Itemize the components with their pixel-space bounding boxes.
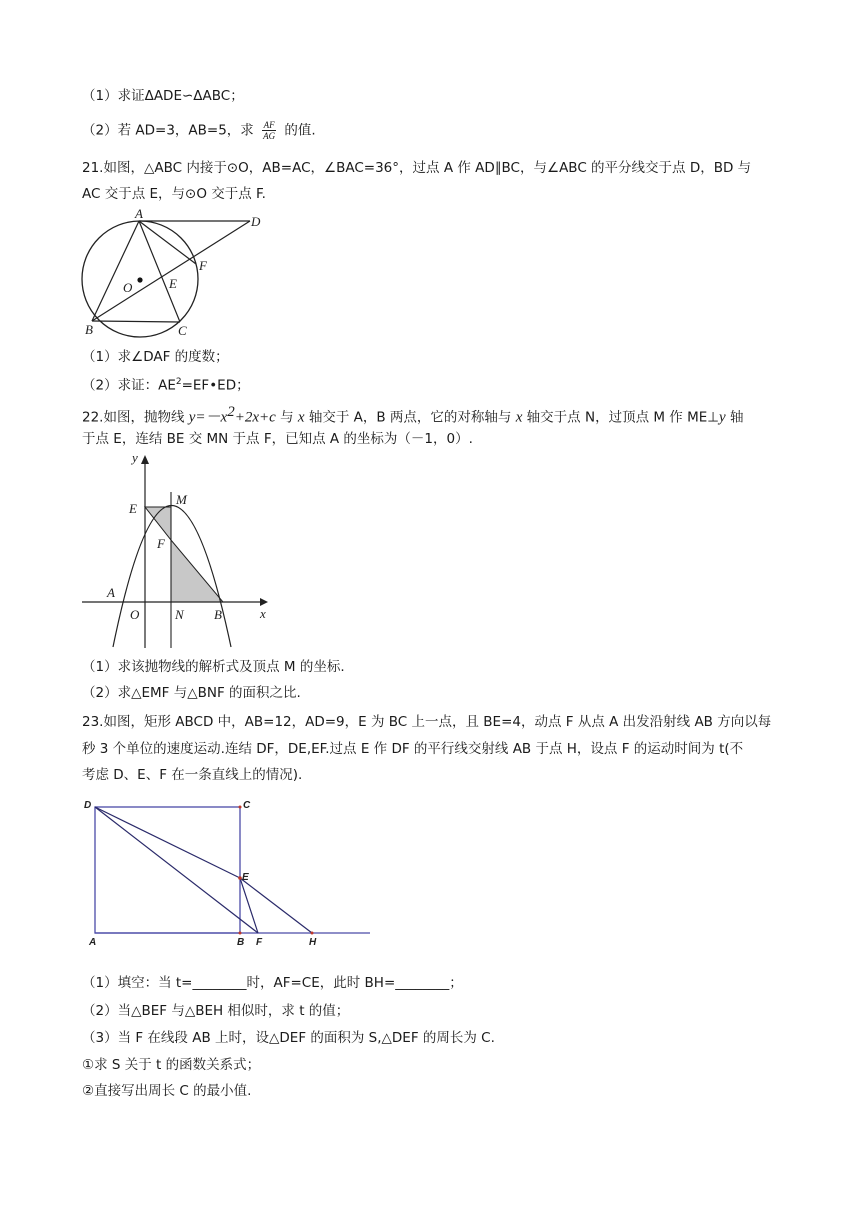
q22-equation-b: +2x+c — [234, 409, 276, 426]
label-a: A — [135, 206, 143, 221]
label-h: H — [309, 937, 317, 948]
q23-part2: （2）当△BEF 与△BEH 相似时，求 t 的值； — [82, 1003, 350, 1019]
label-e: E — [129, 501, 137, 516]
center-dot — [137, 277, 142, 282]
q22-stem-a: 22.如图，抛物线 — [82, 409, 189, 426]
label-b: B — [85, 322, 93, 337]
label-b: B — [214, 607, 222, 622]
label-e: E — [242, 872, 249, 883]
rectangle-abcd — [95, 807, 240, 933]
q23-part3-sub1: ①求 S 关于 t 的函数关系式； — [82, 1057, 261, 1073]
point-h — [311, 932, 314, 935]
q23-stem-line3: 考虑 D、E、F 在一条直线上的情况). — [82, 767, 303, 783]
q21-part2-exponent: 2 — [175, 377, 182, 387]
q21-stem-line2: AC 交于点 E，与⊙O 交于点 F. — [82, 186, 266, 202]
label-x: x — [260, 606, 266, 621]
q22-var-y: y — [719, 409, 726, 426]
q21-part1: （1）求∠DAF 的度数； — [82, 349, 229, 365]
q21-part2-tail: =EF•ED； — [181, 377, 250, 394]
q21-part2 — [82, 372, 250, 396]
label-n: N — [175, 607, 184, 622]
y-axis-arrow — [141, 455, 149, 464]
q23-part3-sub2: ②直接写出周长 C 的最小值. — [82, 1083, 252, 1099]
point-c — [239, 806, 242, 809]
q22-stem-line2: 于点 E，连结 BE 交 MN 于点 F，已知点 A 的坐标为（－1，0）. — [82, 431, 473, 447]
x-axis-arrow — [260, 598, 268, 606]
label-d: D — [251, 214, 261, 229]
q21-part2-text: （2）求证：AE — [82, 377, 176, 394]
q20-fraction-numerator: AF — [263, 120, 275, 130]
q22-equation-exponent: 2 — [227, 404, 235, 420]
q22-part2: （2）求△EMF 与△BNF 的面积之比. — [82, 685, 301, 701]
label-o: O — [130, 607, 140, 622]
q22-equation-a: y=－x — [188, 409, 228, 426]
q23-stem-line2: 秒 3 个单位的速度运动.连结 DF，DE,EF.过点 E 作 DF 的平行线交射线 AB 于点 H，设点 F 的运动时间为 t(不 — [82, 741, 744, 757]
q23-part3: （3）当 F 在线段 AB 上时，设△DEF 的面积为 S,△DEF 的周长为 C. — [82, 1030, 495, 1046]
q20-part1: （1）求证ΔADE∽ΔABC； — [82, 88, 244, 104]
q23-figure — [80, 792, 380, 954]
q22-var-x2: x — [515, 409, 523, 426]
q23-stem-line1: 23.如图，矩形 ABCD 中，AB=12，AD=9，E 为 BC 上一点，且 BE=4，动点 F 从点 A 出发沿射线 AB 方向以每 — [82, 714, 772, 730]
label-o: O — [123, 280, 133, 295]
point-b — [239, 932, 242, 935]
q22-stem-d: 轴交于点 N，过顶点 M 作 ME⊥ — [522, 409, 720, 426]
segment-df — [95, 807, 258, 933]
q22-stem-b: 与 — [275, 409, 298, 426]
segment-de — [95, 807, 240, 878]
q22-figure — [80, 452, 280, 652]
label-f: F — [199, 258, 207, 273]
q21-stem-line1: 21.如图，△ABC 内接于⊙O，AB=AC，∠BAC=36°，过点 A 作 AD∥BC，与∠ABC 的平分线交于点 D，BD 与 — [82, 160, 752, 176]
q22-stem-c: 轴交于 A，B 两点，它的对称轴与 — [304, 409, 516, 426]
segment-bc — [92, 321, 180, 322]
q20-part2 — [82, 120, 316, 141]
label-a: A — [89, 937, 97, 948]
q23-part1: （1）填空：当 t=________时，AF=CE，此时 BH=________； — [82, 975, 463, 991]
label-d: D — [84, 800, 92, 811]
segment-eh — [240, 878, 312, 933]
label-m: M — [176, 492, 187, 507]
q20-part2-text: （2）若 AD=3，AB=5，求 — [82, 122, 254, 139]
label-f: F — [157, 536, 165, 551]
q22-part1: （1）求该抛物线的解析式及顶点 M 的坐标. — [82, 659, 345, 675]
label-c: C — [243, 800, 251, 811]
q21-figure — [78, 204, 278, 340]
label-e: E — [169, 276, 177, 291]
triangle-bnf — [171, 540, 223, 602]
q22-var-x: x — [297, 409, 305, 426]
label-c: C — [178, 323, 187, 338]
segment-ef — [240, 878, 258, 933]
label-y: y — [132, 452, 138, 465]
q20-fraction-denominator: AG — [263, 131, 276, 141]
q20-fraction — [262, 120, 276, 141]
q22-stem-line1 — [82, 402, 744, 428]
q20-part2-tail: 的值. — [284, 122, 316, 139]
label-b: B — [237, 937, 245, 948]
q22-stem-e: 轴 — [725, 409, 744, 426]
label-a: A — [107, 585, 115, 600]
label-f: F — [256, 937, 263, 948]
